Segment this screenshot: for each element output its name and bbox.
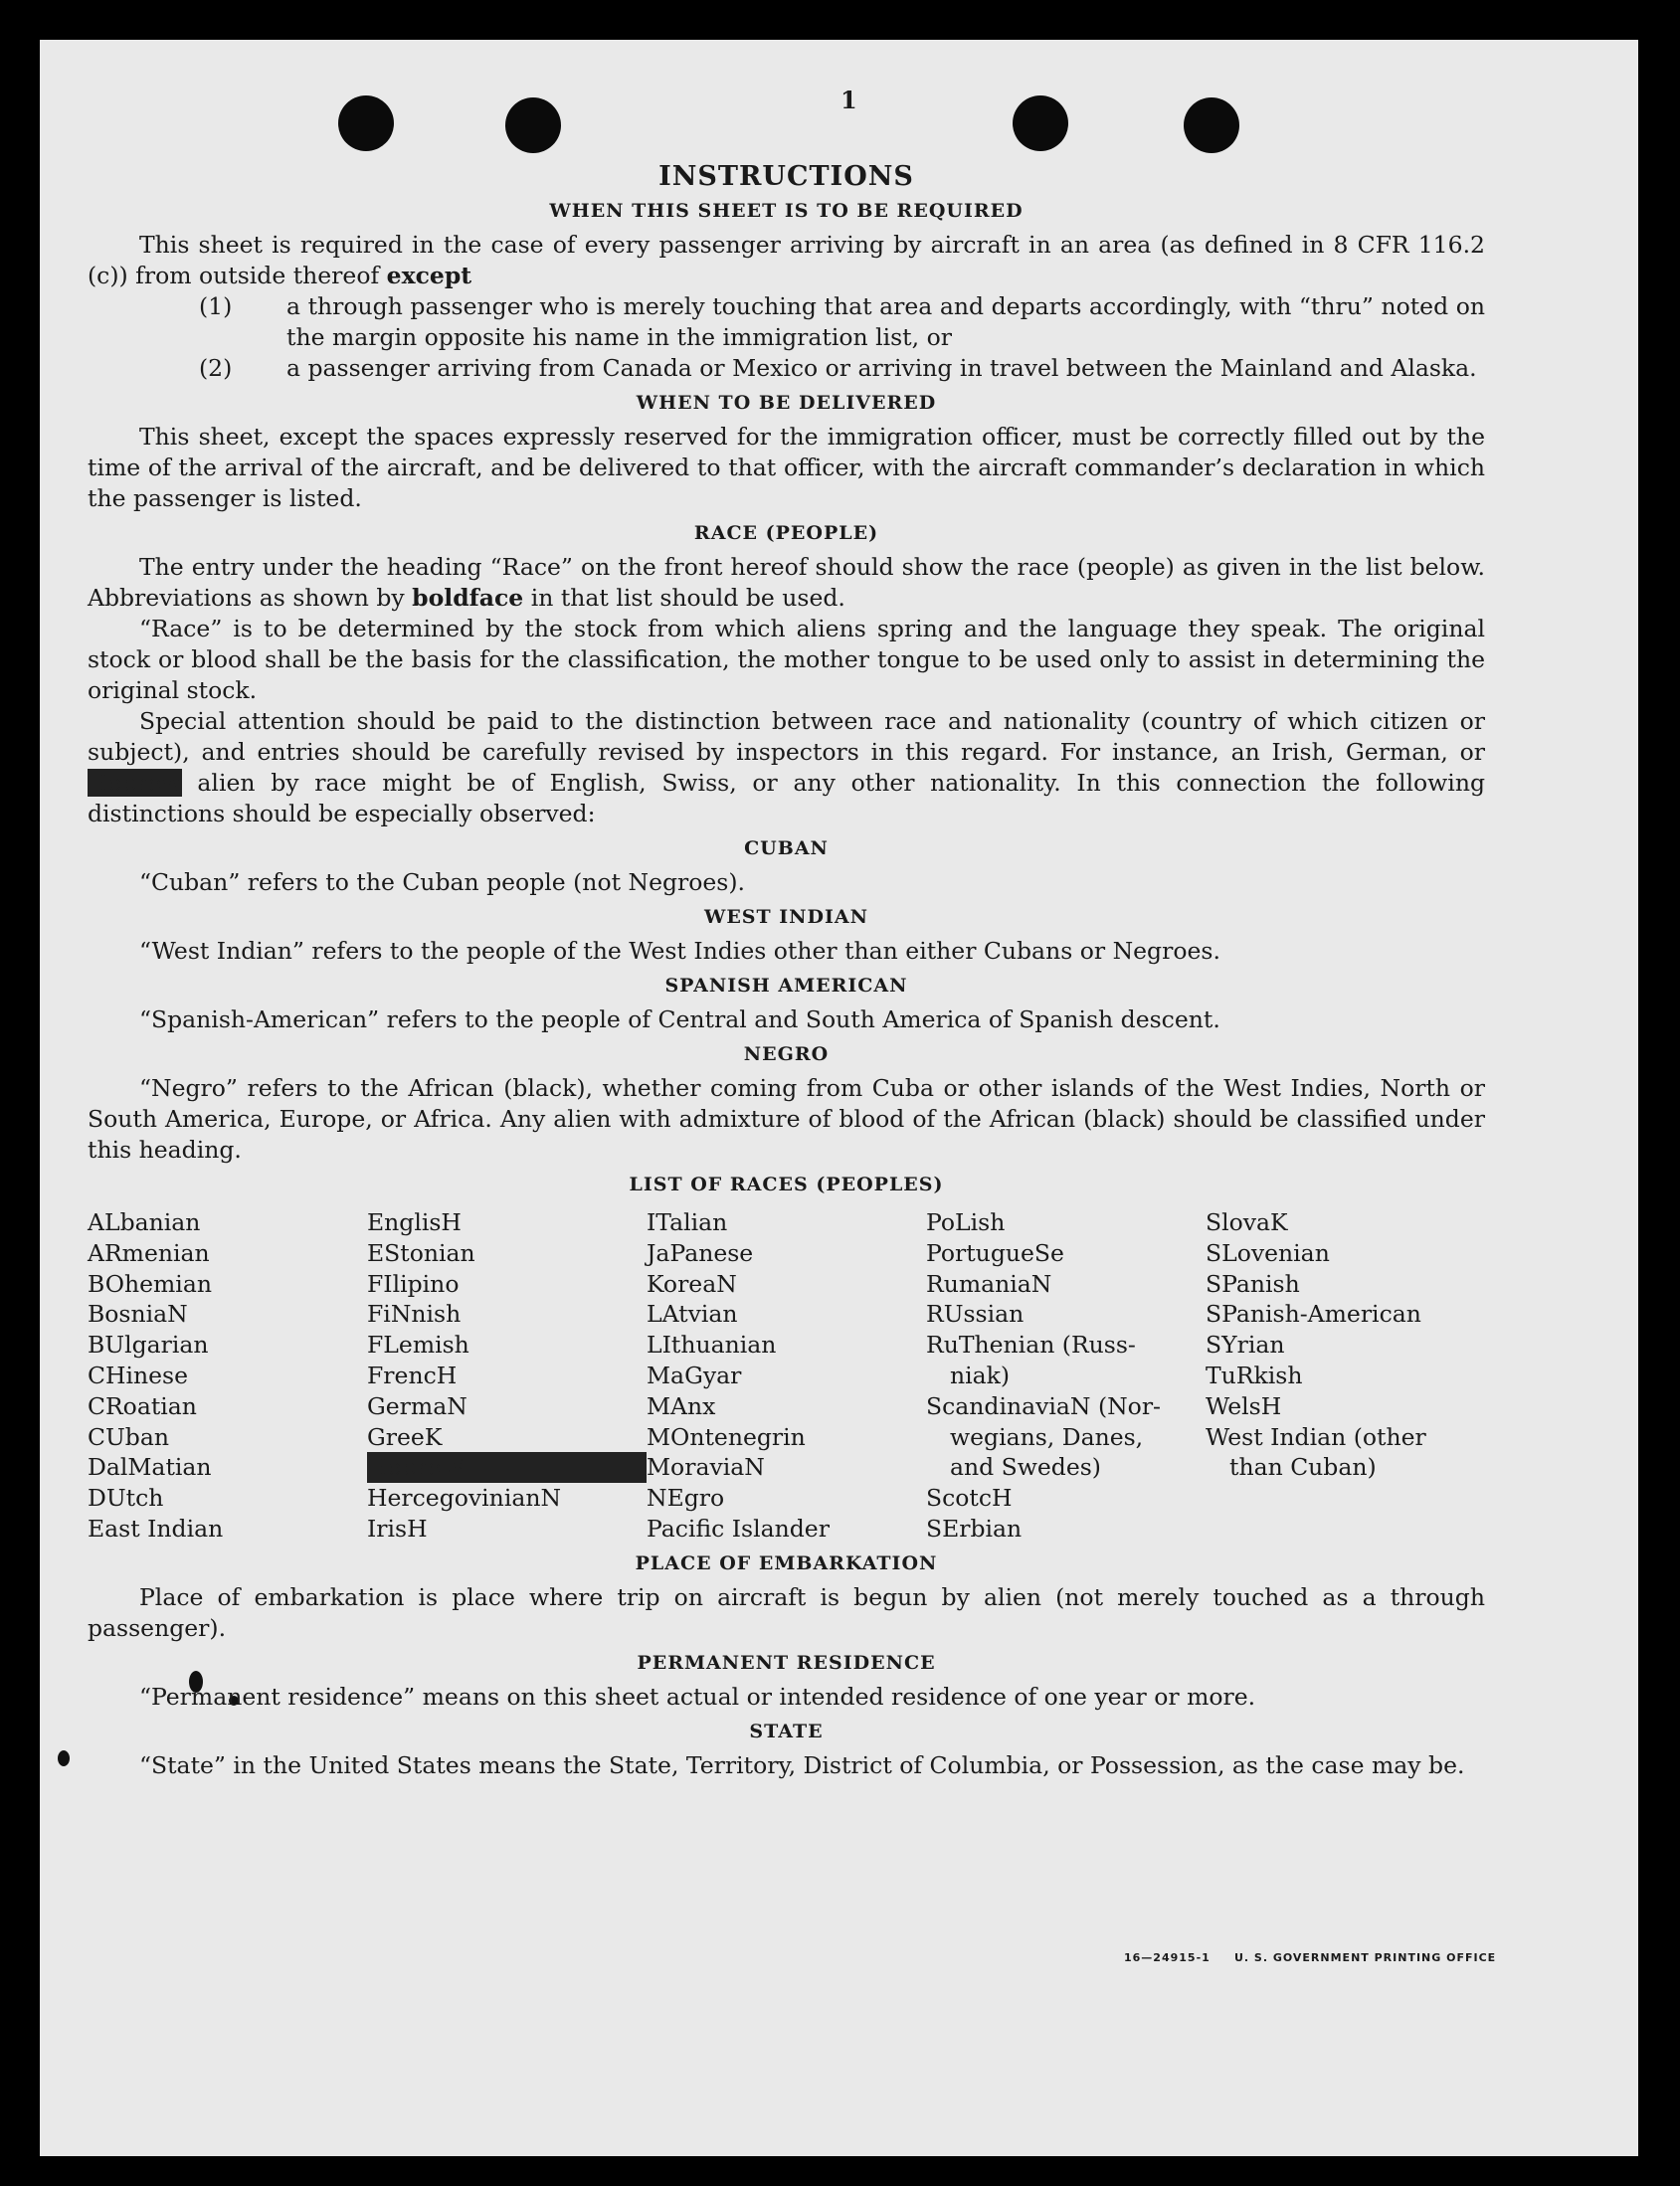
race-entry: than Cuban) <box>1229 1453 1377 1482</box>
race-entry: SErbian <box>926 1514 1023 1543</box>
race-entry: MOntenegrin <box>647 1422 806 1451</box>
race-entry: SLovenian <box>1206 1238 1330 1267</box>
race-entry: MaGyar <box>647 1361 742 1389</box>
races-list <box>88 1207 1485 1545</box>
races-column <box>926 1207 1206 1545</box>
race-entry: PoLish <box>926 1208 1006 1236</box>
punch-hole <box>338 95 394 151</box>
races-column <box>367 1207 647 1545</box>
form-number: 16—24915-1 <box>1124 1951 1211 1964</box>
instructions-text <box>88 161 1485 1781</box>
race-entry: TuRkish <box>1206 1361 1303 1389</box>
race-entry: West Indian (other <box>1206 1422 1426 1451</box>
race-entry: FIlipino <box>367 1269 460 1298</box>
race-entry: DUtch <box>88 1484 164 1513</box>
race-entry: ALbanian <box>88 1208 201 1236</box>
race-entry: HebreW <box>367 1452 647 1483</box>
race-entry: FrencH <box>367 1361 458 1389</box>
race-entry: FLemish <box>367 1331 469 1360</box>
paragraph: The entry under the heading “Race” on the front hereof should show the race (people) as given in the list below. Abbreviations as shown by boldface in that list should be used. <box>88 553 1485 612</box>
race-entry: DalMatian <box>88 1453 212 1482</box>
section-heading-when-required: WHEN THIS SHEET IS TO BE REQUIRED <box>549 200 1024 222</box>
section-heading-list-of-races: LIST OF RACES (PEOPLES) <box>629 1174 944 1195</box>
paragraph: “Negro” refers to the African (black), whether coming from Cuba or other islands of the West Indies, North or South America, Europe, or Africa. Any alien with admixture of blood of the African (black) should be classified under this heading. <box>88 1074 1485 1164</box>
paragraph: “Cuban” refers to the Cuban people (not Negroes). <box>139 868 746 896</box>
section-heading-west-indian: WEST INDIAN <box>703 906 869 928</box>
page-title: INSTRUCTIONS <box>658 161 914 192</box>
section-heading-embarkation: PLACE OF EMBARKATION <box>635 1551 938 1574</box>
race-entry: CHinese <box>88 1361 188 1389</box>
list-item: (2) a passenger arriving from Canada or Mexico or arriving in travel between the Mainland and Alaska. <box>199 354 1477 382</box>
paragraph: “West Indian” refers to the people of the West Indies other than either Cubans or Negroes. <box>139 937 1220 965</box>
section-heading-negro: NEGRO <box>743 1043 830 1065</box>
races-column <box>647 1207 926 1545</box>
race-entry: WelsH <box>1206 1391 1282 1420</box>
race-entry: SPanish <box>1206 1269 1300 1298</box>
race-entry: MoraviaN <box>647 1453 765 1482</box>
paragraph: “Permanent residence” means on this sheet actual or intended residence of one year or more. <box>139 1682 1256 1711</box>
struck-word: Hebrew <box>88 769 182 797</box>
race-entry: RumaniaN <box>926 1269 1052 1298</box>
race-entry: EStonian <box>367 1238 475 1267</box>
section-heading-state: STATE <box>749 1720 824 1742</box>
race-entry: KoreaN <box>647 1269 737 1298</box>
race-entry: PortugueSe <box>926 1238 1064 1267</box>
paragraph: “State” in the United States means the State, Territory, District of Columbia, or Possession, as the case may be. <box>139 1750 1465 1779</box>
races-column <box>88 1207 367 1545</box>
race-entry: MAnx <box>647 1391 716 1420</box>
page-mark: 1 <box>840 86 861 114</box>
race-entry: LIthuanian <box>647 1331 777 1360</box>
race-entry: GreeK <box>367 1422 443 1451</box>
race-entry: ScotcH <box>926 1484 1013 1513</box>
race-entry: BUlgarian <box>88 1331 209 1360</box>
race-entry: CUban <box>88 1422 169 1451</box>
ink-stain <box>58 1750 70 1766</box>
paragraph: Special attention should be paid to the distinction between race and nationality (country of which citizen or subject), and entries should be carefully revised by inspectors in this regard. For instance, an Irish, German, or Hebrew alien by race might be of English, Swiss, or any other nationality. In this connection the following distinctions should be especially observed: <box>88 707 1485 827</box>
race-entry: SYrian <box>1206 1331 1285 1360</box>
race-entry: BosniaN <box>88 1300 188 1329</box>
section-heading-race: RACE (PEOPLE) <box>693 522 879 544</box>
race-entry: RuThenian (Russ- <box>926 1331 1136 1360</box>
race-entry: SPanish-American <box>1206 1300 1421 1329</box>
race-entry: RUssian <box>926 1300 1025 1329</box>
punch-hole <box>1184 97 1239 153</box>
paragraph: “Race” is to be determined by the stock from which aliens spring and the language they speak. The original stock or blood shall be the basis for the classification, the mother tongue to be used only to assist in determining the original stock. <box>88 615 1485 704</box>
race-entry: JaPanese <box>647 1238 754 1267</box>
race-entry: East Indian <box>88 1514 224 1543</box>
paragraph: This sheet, except the spaces expressly reserved for the immigration officer, must be correctly filled out by the time of the arrival of the aircraft, and be delivered to that officer, with the aircraft commander’s declaration in which the passenger is listed. <box>88 423 1485 512</box>
race-entry: LAtvian <box>647 1300 738 1329</box>
race-entry: ITalian <box>647 1208 728 1236</box>
race-entry: NEgro <box>647 1484 725 1513</box>
section-heading-residence: PERMANENT RESIDENCE <box>637 1651 936 1674</box>
race-entry: ARmenian <box>88 1238 210 1267</box>
race-entry: SlovaK <box>1206 1208 1288 1236</box>
punch-hole <box>1013 95 1068 151</box>
race-entry: niak) <box>950 1361 1011 1389</box>
race-entry: ScandinaviaN (Nor- <box>926 1391 1161 1420</box>
paragraph: “Spanish-American” refers to the people of Central and South America of Spanish descent. <box>139 1005 1220 1033</box>
printer-imprint: U. S. GOVERNMENT PRINTING OFFICE <box>1233 1951 1497 1964</box>
section-heading-when-delivered: WHEN TO BE DELIVERED <box>636 392 937 414</box>
paragraph: This sheet is required in the case of every passenger arriving by aircraft in an area (as defined in 8 CFR 116.2 (c)) from outside thereof except <box>88 231 1485 289</box>
race-entry: IrisH <box>367 1514 428 1543</box>
race-entry: HercegovinianN <box>367 1484 562 1513</box>
list-item: (1) a through passenger who is merely touching that area and departs accordingly, with “thru” noted on the margin opposite his name in the immigration list, or <box>199 292 1485 351</box>
race-entry: BOhemian <box>88 1269 212 1298</box>
race-entry: EnglisH <box>367 1208 462 1236</box>
races-column <box>1206 1207 1485 1545</box>
form-footer <box>1124 1951 1496 1964</box>
race-entry: GermaN <box>367 1391 467 1420</box>
race-entry: CRoatian <box>88 1391 197 1420</box>
race-entry: wegians, Danes, <box>950 1422 1144 1451</box>
race-entry: Pacific Islander <box>647 1514 830 1543</box>
section-heading-spanish-american: SPANISH AMERICAN <box>664 975 908 997</box>
punch-hole <box>505 97 561 153</box>
race-entry: FiNnish <box>367 1300 462 1329</box>
paragraph: Place of embarkation is place where trip on aircraft is begun by alien (not merely touched as a through passenger). <box>88 1582 1485 1642</box>
race-entry: and Swedes) <box>950 1453 1101 1482</box>
section-heading-cuban: CUBAN <box>744 837 829 859</box>
